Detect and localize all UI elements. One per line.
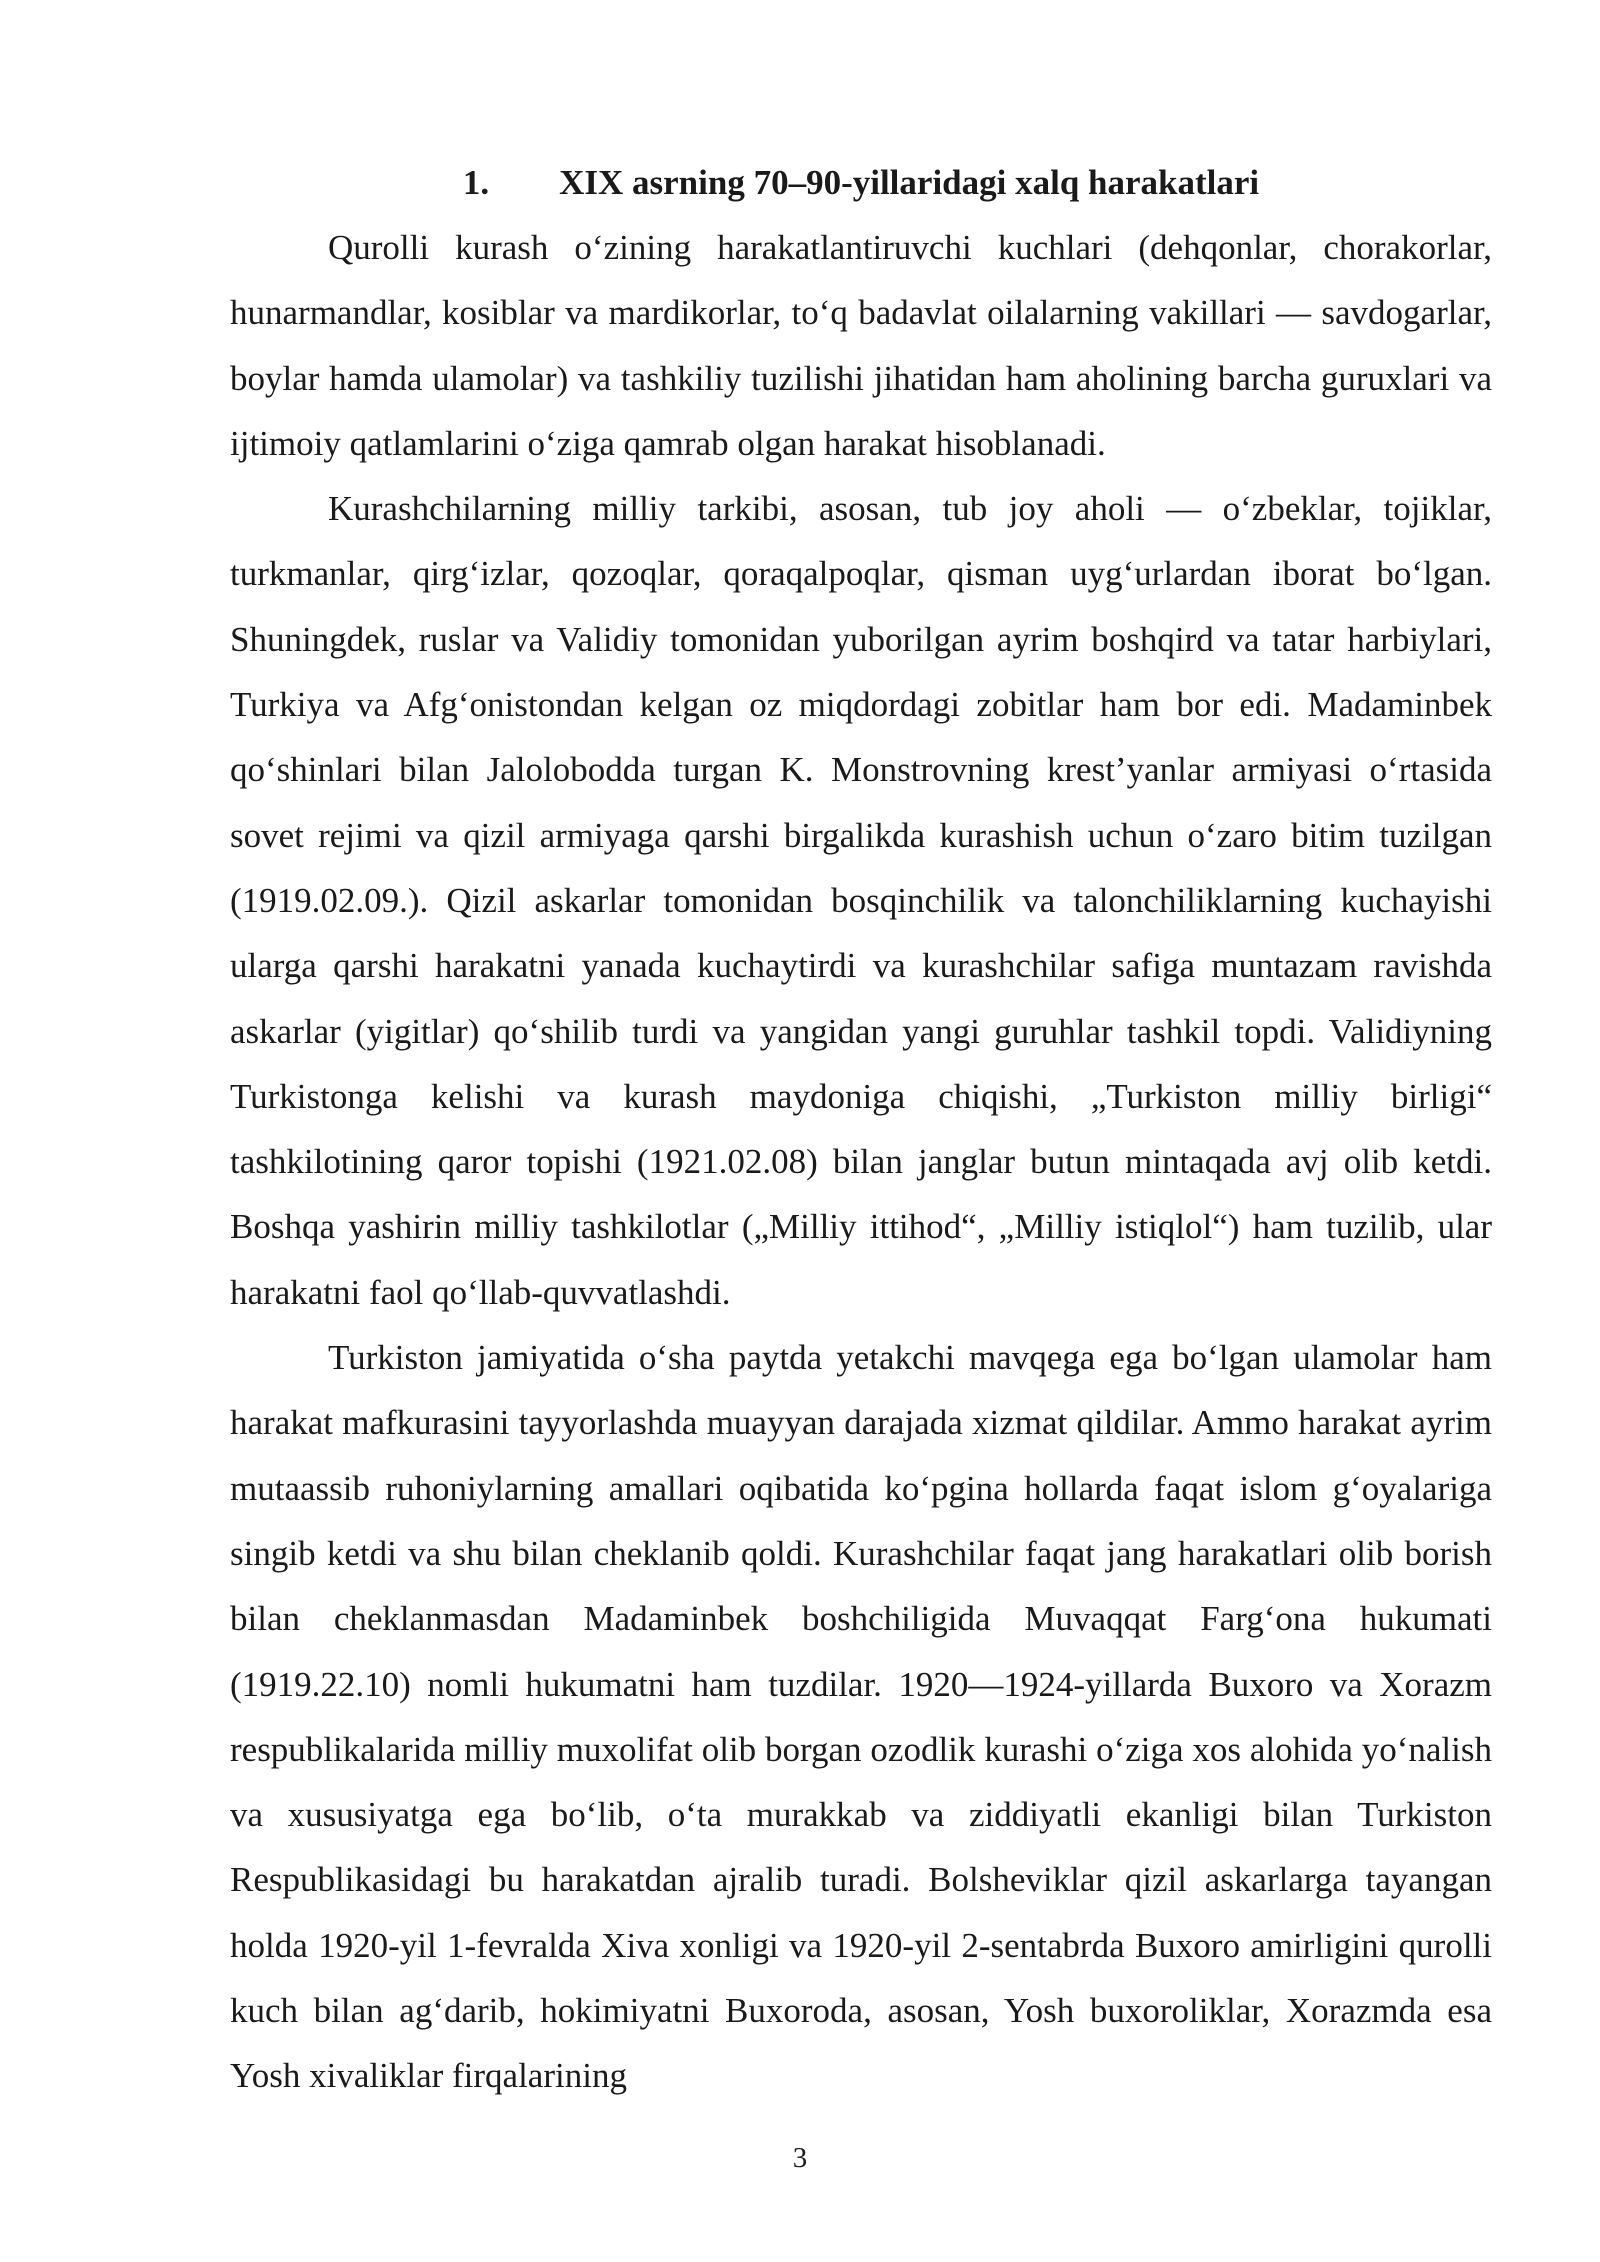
paragraph-1: Qurolli kurash o‘zining harakatlantiruvchi kuchlari (dehqonlar, chorakorlar, hunarmandlar, kosiblar va mardikorlar, to‘q badavlat oilalarning vakillari — savdogarlar, boylar hamda ulamolar) va tashkiliy tuzilishi jihatidan ham aholining barcha guruxlari va ijtimoiy qatlamlarini o‘ziga qamrab olgan harakat hisoblanadi. — [230, 228, 1492, 463]
section-title: XIX asrning 70–90-yillaridagi xalq harakatlari — [559, 163, 1260, 202]
paragraph-2: Kurashchilarning milliy tarkibi, asosan, tub joy aholi — o‘zbeklar, tojiklar, turkmanlar, qirg‘izlar, qozoqlar, qoraqalpoqlar, qisman uyg‘urlardan iborat bo‘lgan. Shuningdek, ruslar va Validiy tomonidan yuborilgan ayrim boshqird va tatar harbiylari, Turkiya va Afg‘onistondan kelgan oz miqdordagi zobitlar ham bor edi. Madaminbek qo‘shinlari bilan Jalolobodda turgan K. Monstrovning krest’yanlar armiyasi o‘rtasida sovet rejimi va qizil armiyaga qarshi birgalikda kurashish uchun o‘zaro bitim tuzilgan (1919.02.09.). Qizil askarlar tomonidan bosqinchilik va talonchiliklarning kuchayishi ularga qarshi harakatni yanada kuchaytirdi va kurashchilar safiga muntazam ravishda askarlar (yigitlar) qo‘shilib turdi va yangidan yangi guruhlar tashkil topdi. Validiyning Turkistonga kelishi va kurash maydoniga chiqishi, „Turkiston milliy birligi“ tashkilotining qaror topishi (1921.02.08) bilan janglar butun mintaqada avj olib ketdi. Boshqa yashirin milliy tashkilotlar („Milliy ittihod“, „Milliy istiqlol“) ham tuzilib, ular harakatni faol qo‘llab-quvvatlashdi. — [230, 489, 1492, 1312]
section-heading — [230, 150, 1492, 215]
page-number: 3 — [792, 2142, 808, 2174]
paragraph-3: Turkiston jamiyatida o‘sha paytda yetakchi mavqega ega bo‘lgan ulamolar ham harakat mafkurasini tayyorlashda muayyan darajada xizmat qildilar. Ammo harakat ayrim mutaassib ruhoniylarning amallari oqibatida ko‘pgina hollarda faqat islom g‘oyalariga singib ketdi va shu bilan cheklanib qoldi. Kurashchilar faqat jang harakatlari olib borish bilan cheklanmasdan Madaminbek boshchiligida Muvaqqat Farg‘ona hukumati (1919.22.10) nomli hukumatni ham tuzdilar. 1920—1924-yillarda Buxoro va Xorazm respublikalarida milliy muxolifat olib borgan ozodlik kurashi o‘ziga xos alohida yo‘nalish va xususiyatga ega bo‘lib, o‘ta murakkab va ziddiyatli ekanligi bilan Turkiston Respublikasidagi bu harakatdan ajralib turadi. Bolsheviklar qizil askarlarga tayangan holda 1920-yil 1-fevralda Xiva xonligi va 1920-yil 2-sentabrda Buxoro amirligini qurolli kuch bilan ag‘darib, hokimiyatni Buxoroda, asosan, Yosh buxoroliklar, Xorazmda esa Yosh xivaliklar firqalarining — [230, 1338, 1492, 2096]
document-page — [230, 150, 1492, 2109]
section-number: 1. — [462, 163, 490, 202]
